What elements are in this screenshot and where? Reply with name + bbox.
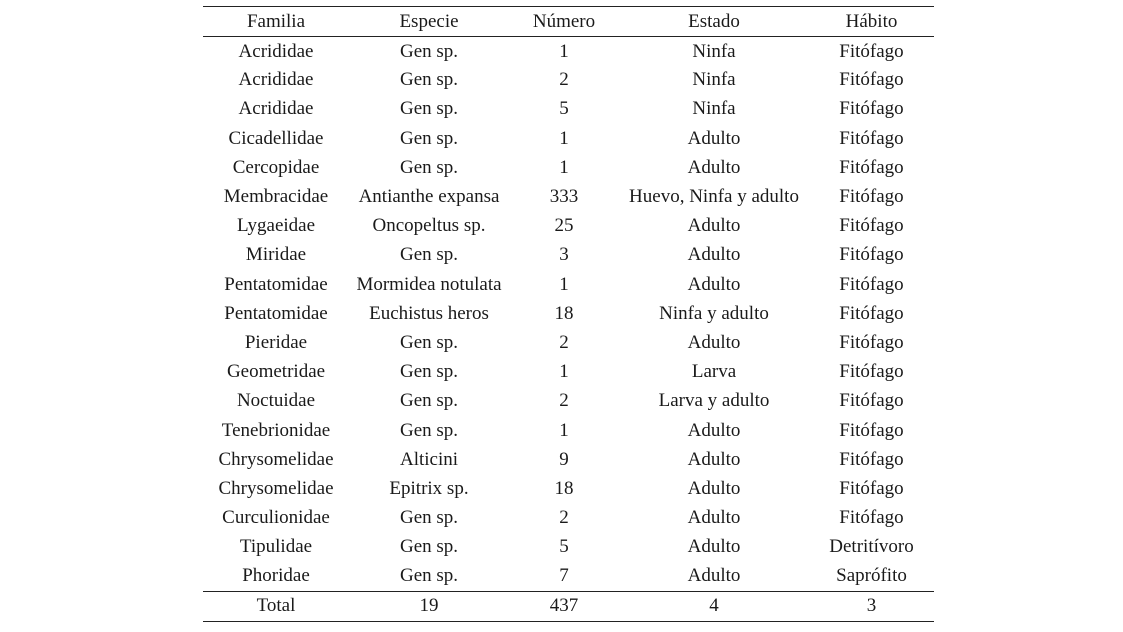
cell-familia: Miridae [245,244,307,266]
cell-numero: 5 [559,98,569,120]
cell-habito: Detritívoro [829,536,914,558]
cell-habito: Fitófago [839,244,904,266]
table-row [203,474,934,503]
table-row [203,416,934,445]
cell-familia: Pentatomidae [224,273,328,295]
table-row [203,212,934,241]
table-body [203,37,934,592]
table-row [203,182,934,211]
cell-numero: 1 [559,361,569,383]
cell-habito: Fitófago [839,331,904,353]
cell-estado: Ninfa y adulto [659,302,769,324]
table-row [203,37,934,66]
cell-habito: Fitófago [839,477,904,499]
cell-habito: Saprófito [836,565,907,587]
cell-habito: Fitófago [839,186,904,208]
cell-familia: Acrididae [238,98,314,120]
cell-estado: Ninfa [692,41,736,63]
table-row [203,270,934,299]
cell-especie: Gen sp. [399,419,459,441]
table-row [203,504,934,533]
table-row [203,241,934,270]
cell-especie: Oncopeltus sp. [372,215,486,237]
cell-especie: Alticini [399,448,459,470]
species-table [203,6,934,622]
cell-estado: Adulto [687,477,741,499]
cell-familia: Lygaeidae [236,215,316,237]
table-row [203,328,934,357]
cell-familia: Chrysomelidae [218,448,334,470]
header-estado: Estado [619,7,809,37]
table-footer [203,591,934,621]
cell-estado: Adulto [687,273,741,295]
cell-numero: 333 [549,186,579,208]
cell-numero: 1 [559,41,569,63]
cell-estado: Huevo, Ninfa y adulto [629,186,799,208]
cell-habito: Fitófago [839,419,904,441]
table-row [203,562,934,591]
cell-familia: Cercopidae [232,156,320,178]
cell-familia: Acrididae [238,69,314,91]
cell-numero: 18 [554,302,574,324]
cell-estado: Ninfa [692,98,736,120]
total-row [203,591,934,621]
cell-especie: Gen sp. [399,69,459,91]
cell-especie: Epitrix sp. [389,477,469,499]
cell-estado: Adulto [687,331,741,353]
cell-habito: Fitófago [839,156,904,178]
total-habitos: 3 [809,591,934,621]
cell-numero: 18 [554,477,574,499]
header-habito: Hábito [809,7,934,37]
cell-especie: Antianthe expansa [358,186,500,208]
total-especies: 19 [349,591,509,621]
cell-habito: Fitófago [839,41,904,63]
table-row [203,445,934,474]
table-row [203,299,934,328]
cell-familia: Noctuidae [236,390,316,412]
table-row [203,95,934,124]
cell-numero: 9 [559,448,569,470]
cell-habito: Fitófago [839,215,904,237]
table-row [203,124,934,153]
cell-especie: Mormidea notulata [356,273,502,295]
cell-habito: Fitófago [839,361,904,383]
cell-numero: 3 [559,244,569,266]
cell-numero: 1 [559,273,569,295]
cell-especie: Gen sp. [399,244,459,266]
total-label: Total [203,591,349,621]
cell-habito: Fitófago [839,390,904,412]
cell-habito: Fitófago [839,69,904,91]
cell-especie: Gen sp. [399,98,459,120]
cell-numero: 25 [554,215,574,237]
cell-habito: Fitófago [839,507,904,529]
cell-especie: Euchistus heros [369,302,489,324]
cell-estado: Adulto [687,565,741,587]
header-especie: Especie [349,7,509,37]
cell-estado: Larva [691,361,737,383]
cell-familia: Chrysomelidae [218,477,334,499]
cell-especie: Gen sp. [399,565,459,587]
cell-habito: Fitófago [839,273,904,295]
table-row [203,66,934,95]
cell-estado: Adulto [687,536,741,558]
cell-especie: Gen sp. [399,390,459,412]
cell-numero: 2 [559,390,569,412]
cell-estado: Adulto [687,215,741,237]
cell-familia: Tipulidae [239,536,313,558]
cell-numero: 1 [559,419,569,441]
table-row [203,387,934,416]
cell-especie: Gen sp. [399,156,459,178]
total-numero: 437 [509,591,619,621]
cell-especie: Gen sp. [399,361,459,383]
cell-numero: 2 [559,69,569,91]
cell-estado: Adulto [687,507,741,529]
table-row [203,358,934,387]
header-row [203,7,934,37]
cell-estado: Larva y adulto [658,390,770,412]
cell-familia: Tenebrionidae [221,419,331,441]
cell-estado: Adulto [687,244,741,266]
total-estados: 4 [619,591,809,621]
cell-numero: 2 [559,331,569,353]
cell-numero: 5 [559,536,569,558]
cell-estado: Adulto [687,419,741,441]
cell-habito: Fitófago [839,448,904,470]
cell-habito: Fitófago [839,98,904,120]
cell-numero: 2 [559,507,569,529]
cell-especie: Gen sp. [399,41,459,63]
cell-habito: Fitófago [839,302,904,324]
cell-estado: Adulto [687,127,741,149]
header-familia: Familia [203,7,349,37]
cell-numero: 1 [559,156,569,178]
cell-familia: Membracidae [223,186,329,208]
cell-familia: Pieridae [244,331,308,353]
cell-especie: Gen sp. [399,536,459,558]
cell-habito: Fitófago [839,127,904,149]
cell-familia: Geometridae [226,361,326,383]
table-row [203,533,934,562]
cell-familia: Acrididae [238,41,314,63]
cell-familia: Cicadellidae [228,127,324,149]
cell-familia: Phoridae [242,565,310,587]
species-table-container [203,6,934,622]
cell-especie: Gen sp. [399,127,459,149]
table-header [203,7,934,37]
cell-familia: Curculionidae [222,507,330,529]
header-numero: Número [509,7,619,37]
table-row [203,153,934,182]
cell-estado: Ninfa [692,69,736,91]
cell-especie: Gen sp. [399,331,459,353]
cell-especie: Gen sp. [399,507,459,529]
cell-numero: 1 [559,127,569,149]
cell-estado: Adulto [687,156,741,178]
cell-estado: Adulto [687,448,741,470]
cell-numero: 7 [559,565,569,587]
cell-familia: Pentatomidae [224,302,328,324]
